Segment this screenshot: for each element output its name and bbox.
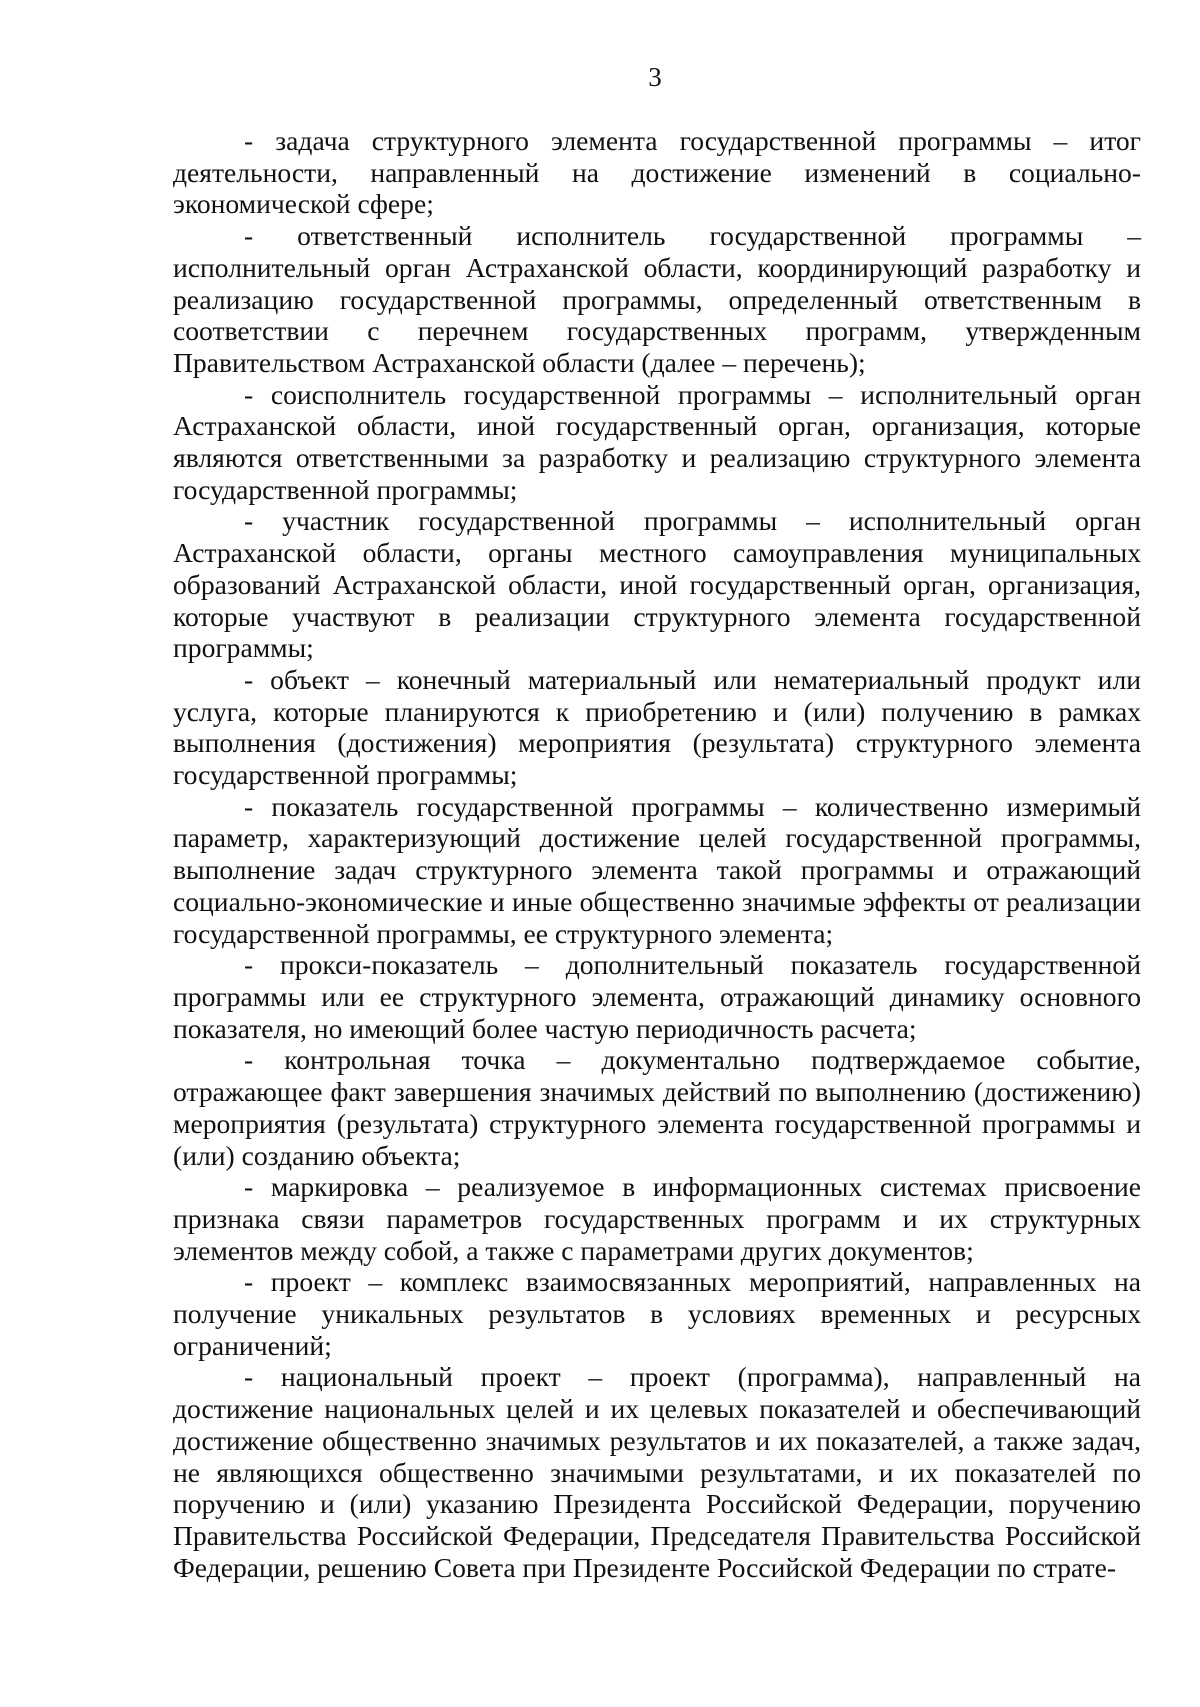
definition-paragraph: - национальный проект – проект (программа), направленный на достижение национальных целей и их целевых показателей и обеспечивающий достижение общественно значимых результатов и их показателей, а также задач, не являющихся общественно значимыми результатами, и их показателей по поручению и (или) указанию Президента Российской Федерации, поручению Правительства Российской Федерации, Председателя Правительства Российской Федерации, решению Совета при Президенте Российской Федерации по страте- <box>173 1361 1141 1583</box>
definition-paragraph: - ответственный исполнитель государственной программы – исполнительный орган Астраханской области, координирующий разработку и реализацию государственной программы, определенный ответственным в соответствии с перечнем государственных программ, утвержденным Правительством Астраханской области (далее – перечень); <box>173 220 1141 378</box>
page-number: 3 <box>648 62 662 92</box>
definition-paragraph: - маркировка – реализуемое в информационных системах присвоение признака связи параметров государственных программ и их структурных элементов между собой, а также с параметрами других документов; <box>173 1171 1141 1266</box>
definition-paragraph: - участник государственной программы – исполнительный орган Астраханской области, органы местного самоуправления муниципальных образований Астраханской области, иной государственный орган, организация, которые участвуют в реализации структурного элемента государственной программы; <box>173 505 1141 664</box>
definition-paragraph: - прокси-показатель – дополнительный показатель государственной программы или ее структурного элемента, отражающий динамику основного показателя, но имеющий более частую периодичность расчета; <box>173 949 1141 1044</box>
definition-paragraph: - контрольная точка – документально подтверждаемое событие, отражающее факт завершения значимых действий по выполнению (достижению) мероприятия (результата) структурного элемента государственной программы и (или) созданию объекта; <box>173 1044 1141 1171</box>
definition-paragraph: - объект – конечный материальный или нематериальный продукт или услуга, которые планируются к приобретению и (или) получению в рамках выполнения (достижения) мероприятия (результата) структурного элемента государственной программы; <box>173 663 1141 791</box>
definition-paragraph: - показатель государственной программы – количественно измеримый параметр, характеризующий достижение целей государственной программы, выполнение задач структурного элемента такой программы и отражающий социально-экономические и иные общественно значимые эффекты от реализации государственной программы, ее структурного элемента; <box>173 790 1141 949</box>
definition-paragraph: - задача структурного элемента государственной программы – итог деятельности, направленный на достижение изменений в социально-экономической сфере; <box>173 125 1141 220</box>
document-body <box>173 125 1141 1583</box>
definition-paragraph: - соисполнитель государственной программы – исполнительный орган Астраханской области, иной государственный орган, организация, которые являются ответственными за разработку и реализацию структурного элемента государственной программы; <box>173 378 1141 505</box>
definition-paragraph: - проект – комплекс взаимосвязанных мероприятий, направленных на получение уникальных результатов в условиях временных и ресурсных ограничений; <box>173 1266 1141 1361</box>
